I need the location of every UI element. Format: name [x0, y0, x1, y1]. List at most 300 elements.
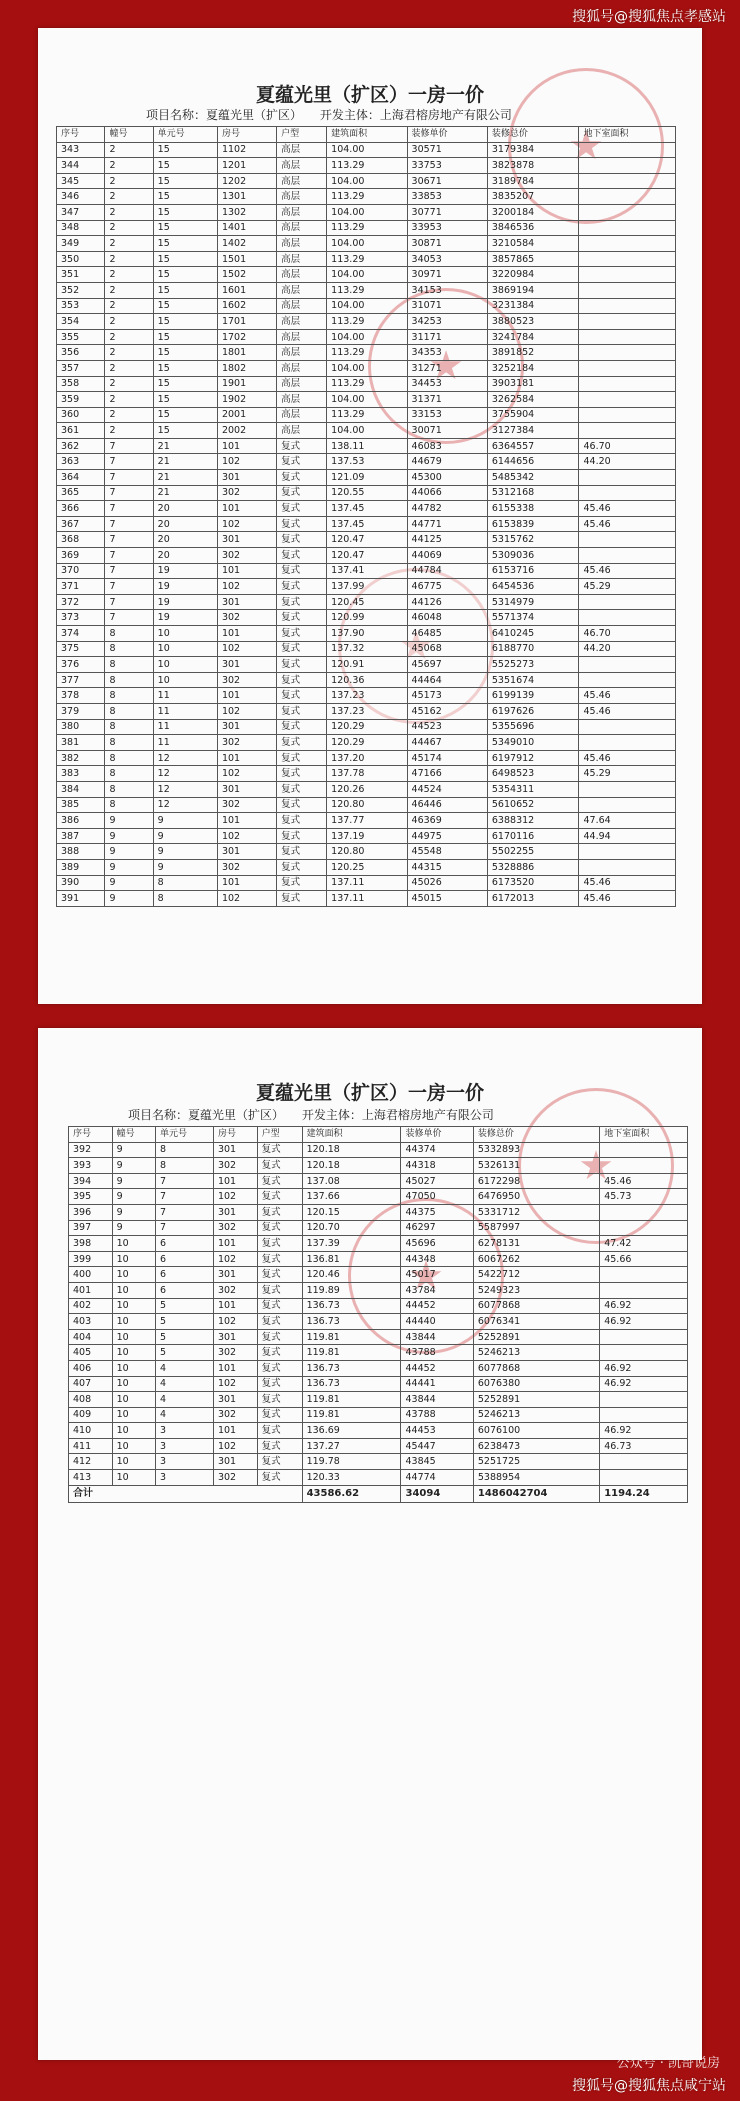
cell-type: 复式 [277, 501, 327, 517]
table-row [57, 781, 676, 797]
cell-basement: 46.92 [600, 1360, 688, 1376]
cell-building: 8 [105, 750, 153, 766]
page-title: 夏蕴光里（扩区）一房一价 [255, 1082, 484, 1104]
cell-unit-price: 44441 [401, 1376, 473, 1392]
cell-seq: 388 [57, 844, 105, 860]
cell-basement: 46.70 [579, 626, 676, 642]
cell-building: 2 [105, 267, 153, 283]
cell-type: 复式 [277, 750, 327, 766]
cell-unit: 12 [153, 797, 217, 813]
cell-type: 复式 [257, 1329, 302, 1345]
table-row [57, 329, 676, 345]
table-row [57, 641, 676, 657]
cell-building: 10 [112, 1267, 155, 1283]
cell-area: 120.29 [327, 735, 407, 751]
cell-building: 8 [105, 641, 153, 657]
cell-room: 102 [217, 828, 276, 844]
cell-area: 137.19 [327, 828, 407, 844]
cell-seq: 395 [69, 1189, 113, 1205]
cell-room: 101 [217, 626, 276, 642]
cell-building: 2 [105, 376, 153, 392]
cell-basement: 45.46 [579, 703, 676, 719]
cell-room: 101 [217, 501, 276, 517]
cell-seq: 378 [57, 688, 105, 704]
cell-type: 复式 [277, 470, 327, 486]
cell-seq: 401 [69, 1282, 113, 1298]
cell-room: 301 [217, 594, 276, 610]
table-row [57, 813, 676, 829]
cell-seq: 399 [69, 1251, 113, 1267]
cell-room: 101 [213, 1423, 257, 1439]
cell-total-price: 5309036 [487, 548, 579, 564]
cell-seq: 357 [57, 360, 105, 376]
cell-total-price: 5328886 [487, 859, 579, 875]
cell-room: 302 [213, 1470, 257, 1486]
cell-unit: 15 [153, 236, 217, 252]
cell-area: 120.15 [302, 1204, 401, 1220]
cell-total-price: 6476950 [473, 1189, 599, 1205]
cell-seq: 359 [57, 392, 105, 408]
cell-basement [600, 1329, 688, 1345]
cell-type: 复式 [277, 688, 327, 704]
cell-seq: 367 [57, 516, 105, 532]
cell-room: 2001 [217, 407, 276, 423]
cell-building: 10 [112, 1345, 155, 1361]
cell-room: 101 [213, 1173, 257, 1189]
cell-seq: 356 [57, 345, 105, 361]
table-row [57, 470, 676, 486]
table-row [57, 173, 676, 189]
cell-room: 1102 [217, 142, 276, 158]
header-type: 户型 [277, 127, 327, 143]
cell-area: 137.99 [327, 579, 407, 595]
cell-unit: 15 [153, 314, 217, 330]
cell-unit-price: 33153 [407, 407, 487, 423]
cell-building: 7 [105, 516, 153, 532]
cell-seq: 371 [57, 579, 105, 595]
table-row [69, 1204, 688, 1220]
cell-unit-price: 44069 [407, 548, 487, 564]
cell-unit: 9 [153, 813, 217, 829]
table-row [57, 345, 676, 361]
cell-basement: 46.73 [600, 1438, 688, 1454]
cell-unit: 19 [153, 610, 217, 626]
cell-room: 102 [213, 1251, 257, 1267]
cell-building: 7 [105, 563, 153, 579]
cell-building: 8 [105, 672, 153, 688]
cell-room: 101 [217, 438, 276, 454]
cell-basement [579, 735, 676, 751]
cell-total-price: 3880523 [487, 314, 579, 330]
cell-seq: 350 [57, 251, 105, 267]
cell-unit: 12 [153, 781, 217, 797]
cell-unit-price: 44782 [407, 501, 487, 517]
cell-building: 7 [105, 470, 153, 486]
cell-basement [579, 797, 676, 813]
cell-unit-price: 46048 [407, 610, 487, 626]
cell-room: 302 [217, 735, 276, 751]
cell-building: 7 [105, 454, 153, 470]
table-row [57, 392, 676, 408]
cell-total-price: 5332893 [473, 1142, 599, 1158]
cell-building: 9 [105, 875, 153, 891]
cell-building: 8 [105, 781, 153, 797]
cell-unit-price: 46297 [401, 1220, 473, 1236]
cell-area: 113.29 [327, 158, 407, 174]
cell-type: 复式 [277, 813, 327, 829]
cell-total-price: 6153716 [487, 563, 579, 579]
cell-basement [579, 298, 676, 314]
cell-unit-price: 34453 [407, 376, 487, 392]
cell-seq: 386 [57, 813, 105, 829]
cell-basement [579, 376, 676, 392]
cell-type: 高层 [277, 423, 327, 439]
cell-seq: 396 [69, 1204, 113, 1220]
cell-unit-price: 43844 [401, 1329, 473, 1345]
cell-unit: 9 [153, 859, 217, 875]
header-unit-price: 装修单价 [407, 127, 487, 143]
totals-unit-price: 34094 [401, 1485, 473, 1502]
cell-area: 137.08 [302, 1173, 401, 1189]
cell-total-price: 5312168 [487, 485, 579, 501]
cell-type: 复式 [257, 1438, 302, 1454]
cell-total-price: 6388312 [487, 813, 579, 829]
table-row [69, 1267, 688, 1283]
table-row [57, 844, 676, 860]
table-row [69, 1282, 688, 1298]
cell-area: 137.45 [327, 501, 407, 517]
cell-room: 101 [213, 1298, 257, 1314]
cell-type: 高层 [277, 236, 327, 252]
cell-room: 302 [213, 1407, 257, 1423]
cell-seq: 411 [69, 1438, 113, 1454]
cell-room: 302 [213, 1345, 257, 1361]
cell-room: 1902 [217, 392, 276, 408]
cell-unit-price: 43845 [401, 1454, 473, 1470]
cell-unit-price: 31171 [407, 329, 487, 345]
cell-unit: 15 [153, 329, 217, 345]
cell-building: 10 [112, 1236, 155, 1252]
cell-seq: 355 [57, 329, 105, 345]
cell-seq: 347 [57, 204, 105, 220]
cell-total-price: 3755904 [487, 407, 579, 423]
cell-basement: 46.92 [600, 1376, 688, 1392]
cell-seq: 385 [57, 797, 105, 813]
cell-type: 高层 [277, 345, 327, 361]
developer-name: 开发主体：上海君榕房地产有限公司 [319, 108, 512, 122]
cell-building: 2 [105, 220, 153, 236]
cell-room: 301 [213, 1329, 257, 1345]
cell-total-price: 3857865 [487, 251, 579, 267]
cell-area: 113.29 [327, 282, 407, 298]
cell-unit-price: 30971 [407, 267, 487, 283]
cell-unit-price: 45027 [401, 1173, 473, 1189]
cell-area: 137.20 [327, 750, 407, 766]
cell-basement [600, 1392, 688, 1408]
cell-type: 复式 [257, 1220, 302, 1236]
cell-building: 7 [105, 610, 153, 626]
cell-unit-price: 34153 [407, 282, 487, 298]
cell-basement [600, 1407, 688, 1423]
cell-unit: 12 [153, 766, 217, 782]
cell-building: 2 [105, 392, 153, 408]
cell-unit-price: 34353 [407, 345, 487, 361]
cell-building: 8 [105, 719, 153, 735]
cell-building: 7 [105, 548, 153, 564]
table-row [57, 454, 676, 470]
cell-room: 1501 [217, 251, 276, 267]
cell-basement [579, 548, 676, 564]
cell-area: 120.70 [302, 1220, 401, 1236]
cell-room: 302 [217, 610, 276, 626]
cell-unit-price: 44524 [407, 781, 487, 797]
table-row [69, 1423, 688, 1439]
cell-type: 复式 [257, 1454, 302, 1470]
cell-total-price: 6278131 [473, 1236, 599, 1252]
cell-unit-price: 44125 [407, 532, 487, 548]
cell-room: 301 [217, 719, 276, 735]
cell-unit-price: 44375 [401, 1204, 473, 1220]
header-total-price: 装修总价 [473, 1127, 599, 1143]
table-row [57, 204, 676, 220]
cell-room: 102 [213, 1314, 257, 1330]
cell-type: 复式 [257, 1407, 302, 1423]
cell-seq: 392 [69, 1142, 113, 1158]
cell-room: 301 [217, 532, 276, 548]
cell-room: 101 [217, 688, 276, 704]
cell-total-price: 5571374 [487, 610, 579, 626]
cell-basement: 46.92 [600, 1298, 688, 1314]
cell-type: 复式 [257, 1423, 302, 1439]
table-row [57, 438, 676, 454]
watermark-bottom: 搜狐号@搜狐焦点咸宁站 [572, 2078, 726, 2094]
cell-total-price: 6170116 [487, 828, 579, 844]
cell-basement [579, 844, 676, 860]
cell-building: 9 [112, 1158, 155, 1174]
header-type: 户型 [257, 1127, 302, 1143]
cell-total-price: 3200184 [487, 204, 579, 220]
cell-area: 119.81 [302, 1329, 401, 1345]
cell-type: 复式 [277, 454, 327, 470]
cell-building: 10 [112, 1329, 155, 1345]
cell-building: 2 [105, 329, 153, 345]
table-row [69, 1407, 688, 1423]
cell-total-price: 5314979 [487, 594, 579, 610]
cell-building: 2 [105, 251, 153, 267]
cell-type: 复式 [257, 1236, 302, 1252]
cell-basement: 47.64 [579, 813, 676, 829]
cell-unit: 5 [156, 1298, 214, 1314]
cell-unit-price: 30871 [407, 236, 487, 252]
cell-area: 136.73 [302, 1298, 401, 1314]
cell-room: 1801 [217, 345, 276, 361]
cell-seq: 364 [57, 470, 105, 486]
cell-total-price: 6197912 [487, 750, 579, 766]
table-row [57, 360, 676, 376]
cell-seq: 391 [57, 891, 105, 907]
cell-unit: 3 [156, 1470, 214, 1486]
cell-unit: 15 [153, 345, 217, 361]
cell-building: 9 [112, 1173, 155, 1189]
cell-seq: 400 [69, 1267, 113, 1283]
header-unit: 单元号 [156, 1127, 214, 1143]
cell-unit: 11 [153, 688, 217, 704]
cell-seq: 412 [69, 1454, 113, 1470]
cell-room: 102 [213, 1189, 257, 1205]
cell-room: 1402 [217, 236, 276, 252]
cell-type: 复式 [277, 641, 327, 657]
cell-building: 10 [112, 1282, 155, 1298]
project-name: 项目名称：夏蕴光里（扩区） [128, 1108, 285, 1122]
cell-basement [579, 657, 676, 673]
cell-unit: 15 [153, 173, 217, 189]
cell-unit-price: 45300 [407, 470, 487, 486]
cell-building: 7 [105, 594, 153, 610]
cell-total-price: 5331712 [473, 1204, 599, 1220]
cell-room: 102 [217, 579, 276, 595]
cell-building: 7 [105, 438, 153, 454]
cell-basement [600, 1142, 688, 1158]
developer-name: 开发主体：上海君榕房地产有限公司 [301, 1108, 494, 1122]
header-room: 房号 [213, 1127, 257, 1143]
cell-unit-price: 45068 [407, 641, 487, 657]
cell-seq: 383 [57, 766, 105, 782]
table-row [57, 485, 676, 501]
cell-area: 120.99 [327, 610, 407, 626]
header-total-price: 装修总价 [487, 127, 579, 143]
cell-total-price: 3846536 [487, 220, 579, 236]
cell-unit-price: 45162 [407, 703, 487, 719]
cell-unit: 3 [156, 1423, 214, 1439]
cell-building: 2 [105, 204, 153, 220]
cell-type: 复式 [257, 1360, 302, 1376]
cell-building: 8 [105, 797, 153, 813]
table-row [57, 891, 676, 907]
cell-room: 2002 [217, 423, 276, 439]
cell-seq: 370 [57, 563, 105, 579]
cell-area: 137.11 [327, 891, 407, 907]
cell-room: 301 [213, 1392, 257, 1408]
table-row [57, 282, 676, 298]
cell-area: 137.11 [327, 875, 407, 891]
cell-area: 120.18 [302, 1158, 401, 1174]
cell-total-price: 6172298 [473, 1173, 599, 1189]
cell-area: 137.90 [327, 626, 407, 642]
cell-type: 复式 [257, 1189, 302, 1205]
cell-type: 复式 [257, 1376, 302, 1392]
cell-building: 2 [105, 298, 153, 314]
cell-area: 137.45 [327, 516, 407, 532]
cell-unit: 5 [156, 1314, 214, 1330]
cell-type: 高层 [277, 360, 327, 376]
cell-area: 113.29 [327, 345, 407, 361]
cell-unit: 20 [153, 516, 217, 532]
cell-total-price: 6076100 [473, 1423, 599, 1439]
table-row [69, 1392, 688, 1408]
cell-total-price: 5249323 [473, 1282, 599, 1298]
cell-unit-price: 44523 [407, 719, 487, 735]
cell-basement [579, 282, 676, 298]
table-row [57, 610, 676, 626]
cell-unit-price: 46369 [407, 813, 487, 829]
cell-seq: 363 [57, 454, 105, 470]
cell-area: 136.73 [302, 1360, 401, 1376]
table-row [57, 532, 676, 548]
cell-room: 1702 [217, 329, 276, 345]
cell-basement: 45.29 [579, 766, 676, 782]
cell-unit-price: 34253 [407, 314, 487, 330]
cell-total-price: 5246213 [473, 1345, 599, 1361]
cell-unit-price: 46775 [407, 579, 487, 595]
cell-unit: 20 [153, 548, 217, 564]
cell-unit: 21 [153, 485, 217, 501]
cell-type: 复式 [277, 626, 327, 642]
cell-basement: 45.46 [579, 875, 676, 891]
table-row [57, 158, 676, 174]
cell-unit-price: 43788 [401, 1407, 473, 1423]
cell-building: 8 [105, 766, 153, 782]
cell-building: 8 [105, 657, 153, 673]
cell-type: 复式 [257, 1173, 302, 1189]
cell-building: 2 [105, 173, 153, 189]
cell-area: 136.69 [302, 1423, 401, 1439]
cell-building: 10 [112, 1438, 155, 1454]
cell-room: 302 [217, 485, 276, 501]
cell-building: 10 [112, 1407, 155, 1423]
cell-unit-price: 30771 [407, 204, 487, 220]
cell-type: 复式 [277, 532, 327, 548]
cell-seq: 366 [57, 501, 105, 517]
cell-unit: 6 [156, 1282, 214, 1298]
table-row [57, 376, 676, 392]
cell-building: 8 [105, 735, 153, 751]
table-row [69, 1438, 688, 1454]
cell-unit: 7 [156, 1189, 214, 1205]
cell-unit: 4 [156, 1376, 214, 1392]
cell-unit: 21 [153, 470, 217, 486]
table-row [69, 1360, 688, 1376]
cell-type: 高层 [277, 189, 327, 205]
cell-building: 10 [112, 1298, 155, 1314]
cell-unit: 5 [156, 1329, 214, 1345]
cell-basement [600, 1345, 688, 1361]
cell-room: 1502 [217, 267, 276, 283]
table-row [57, 423, 676, 439]
cell-total-price: 3179384 [487, 142, 579, 158]
cell-area: 104.00 [327, 360, 407, 376]
cell-basement [600, 1267, 688, 1283]
cell-unit: 8 [156, 1158, 214, 1174]
cell-basement [600, 1454, 688, 1470]
cell-building: 2 [105, 236, 153, 252]
cell-building: 2 [105, 345, 153, 361]
cell-type: 复式 [257, 1470, 302, 1486]
cell-room: 102 [217, 891, 276, 907]
cell-area: 120.18 [302, 1142, 401, 1158]
cell-basement [600, 1470, 688, 1486]
cell-unit-price: 44452 [401, 1360, 473, 1376]
cell-unit-price: 46446 [407, 797, 487, 813]
totals-total-price: 1486042704 [473, 1485, 599, 1502]
table-row [57, 251, 676, 267]
cell-unit-price: 31071 [407, 298, 487, 314]
cell-seq: 390 [57, 875, 105, 891]
totals-area: 43586.62 [302, 1485, 401, 1502]
cell-room: 101 [217, 563, 276, 579]
cell-type: 高层 [277, 298, 327, 314]
cell-type: 复式 [277, 844, 327, 860]
cell-basement [600, 1204, 688, 1220]
